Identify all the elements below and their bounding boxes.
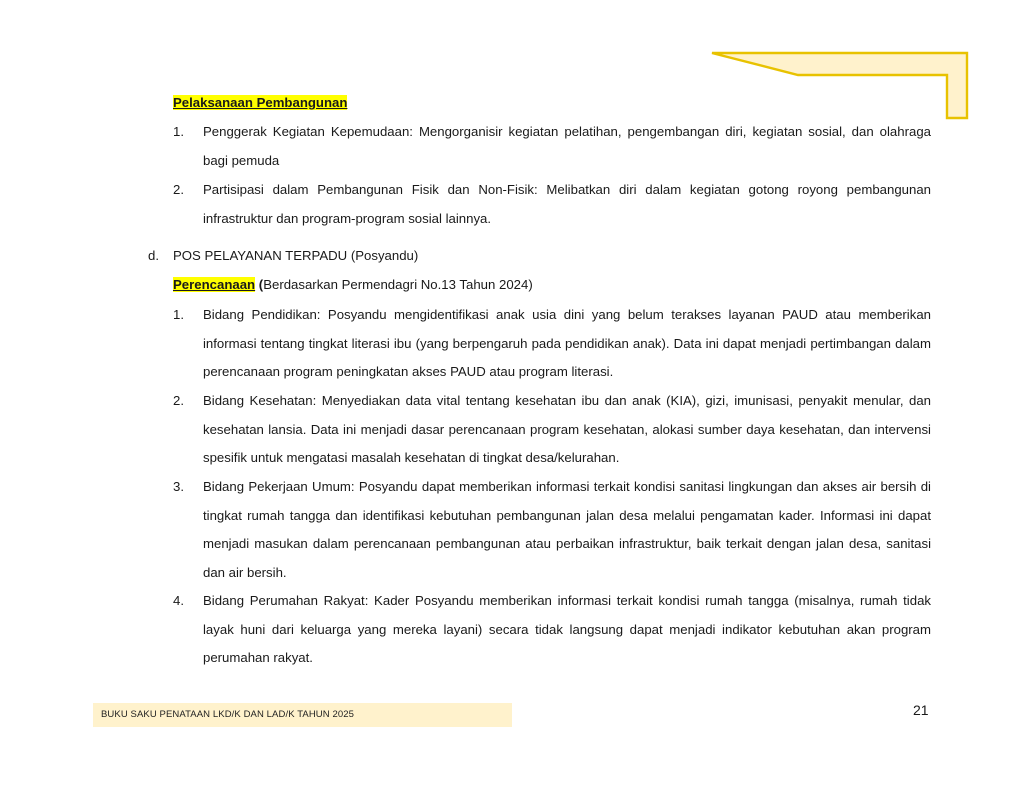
list-number: 1.	[173, 124, 184, 139]
list-number: 2.	[173, 393, 184, 408]
footer-band	[93, 703, 512, 727]
list-text: Bidang Pekerjaan Umum: Posyandu dapat memberikan informasi terkait kondisi sanitasi lingkungan dan akses air bersih di tingkat rumah tangga dan identifikasi kebutuhan pembangunan jalan desa melalui pengamatan kader. Informasi ini dapat menjadi masukan dalam perencanaan pembangunan atau perbaikan infrastruktur, baik terkait dengan jalan desa, sanitasi dan air bersih.	[203, 479, 931, 580]
list-item	[173, 301, 931, 387]
list-number: 1.	[173, 307, 184, 322]
section-title: POS PELAYANAN TERPADU (Posyandu)	[173, 248, 419, 263]
section-letter: d.	[148, 248, 159, 263]
list-number: 3.	[173, 479, 184, 494]
heading-pelaksanaan: Pelaksanaan Pembangunan	[173, 95, 348, 110]
section-d-title	[148, 242, 418, 271]
list-item	[173, 118, 931, 175]
list-text: Penggerak Kegiatan Kepemudaan: Mengorganisir kegiatan pelatihan, pengembangan diri, kegiatan sosial, dan olahraga bagi pemuda	[203, 124, 931, 168]
list-number: 4.	[173, 593, 184, 608]
list-text: Partisipasi dalam Pembangunan Fisik dan Non-Fisik: Melibatkan diri dalam kegiatan gotong royong pembangunan infrastruktur dan program-program sosial lainnya.	[203, 182, 931, 226]
list-text: Bidang Perumahan Rakyat: Kader Posyandu memberikan informasi terkait kondisi rumah tangga (misalnya, rumah tidak layak huni dari keluarga yang mereka layani) secara tidak langsung dapat menjadi indikator kebutuhan akan program perumahan rakyat.	[203, 593, 931, 666]
footer-title: BUKU SAKU PENATAAN LKD/K DAN LAD/K TAHUN 2025	[101, 709, 354, 720]
list-text: Bidang Kesehatan: Menyediakan data vital tentang kesehatan ibu dan anak (KIA), gizi, imunisasi, penyakit menular, dan kesehatan lansia. Data ini menjadi dasar perencanaan program kesehatan, alokasi sumber daya kesehatan, dan intervensi spesifik untuk mengatasi masalah kesehatan di tingkat desa/kelurahan.	[203, 393, 931, 466]
list-item	[173, 176, 931, 233]
list-item	[173, 473, 931, 587]
list-number: 2.	[173, 182, 184, 197]
page-number: 21	[913, 702, 929, 718]
list-text: Bidang Pendidikan: Posyandu mengidentifikasi anak usia dini yang belum terakses layanan PAUD atau memberikan informasi tentang tingkat literasi ibu (yang berpengaruh pada pendidikan anak). Data ini dapat menjadi pertimbangan dalam perencanaan program peningkatan akses PAUD atau program literasi.	[203, 307, 931, 380]
list-item	[173, 587, 931, 673]
list-item	[173, 387, 931, 473]
heading-perencanaan: Perencanaan (Berdasarkan Permendagri No.13 Tahun 2024)	[173, 277, 533, 292]
